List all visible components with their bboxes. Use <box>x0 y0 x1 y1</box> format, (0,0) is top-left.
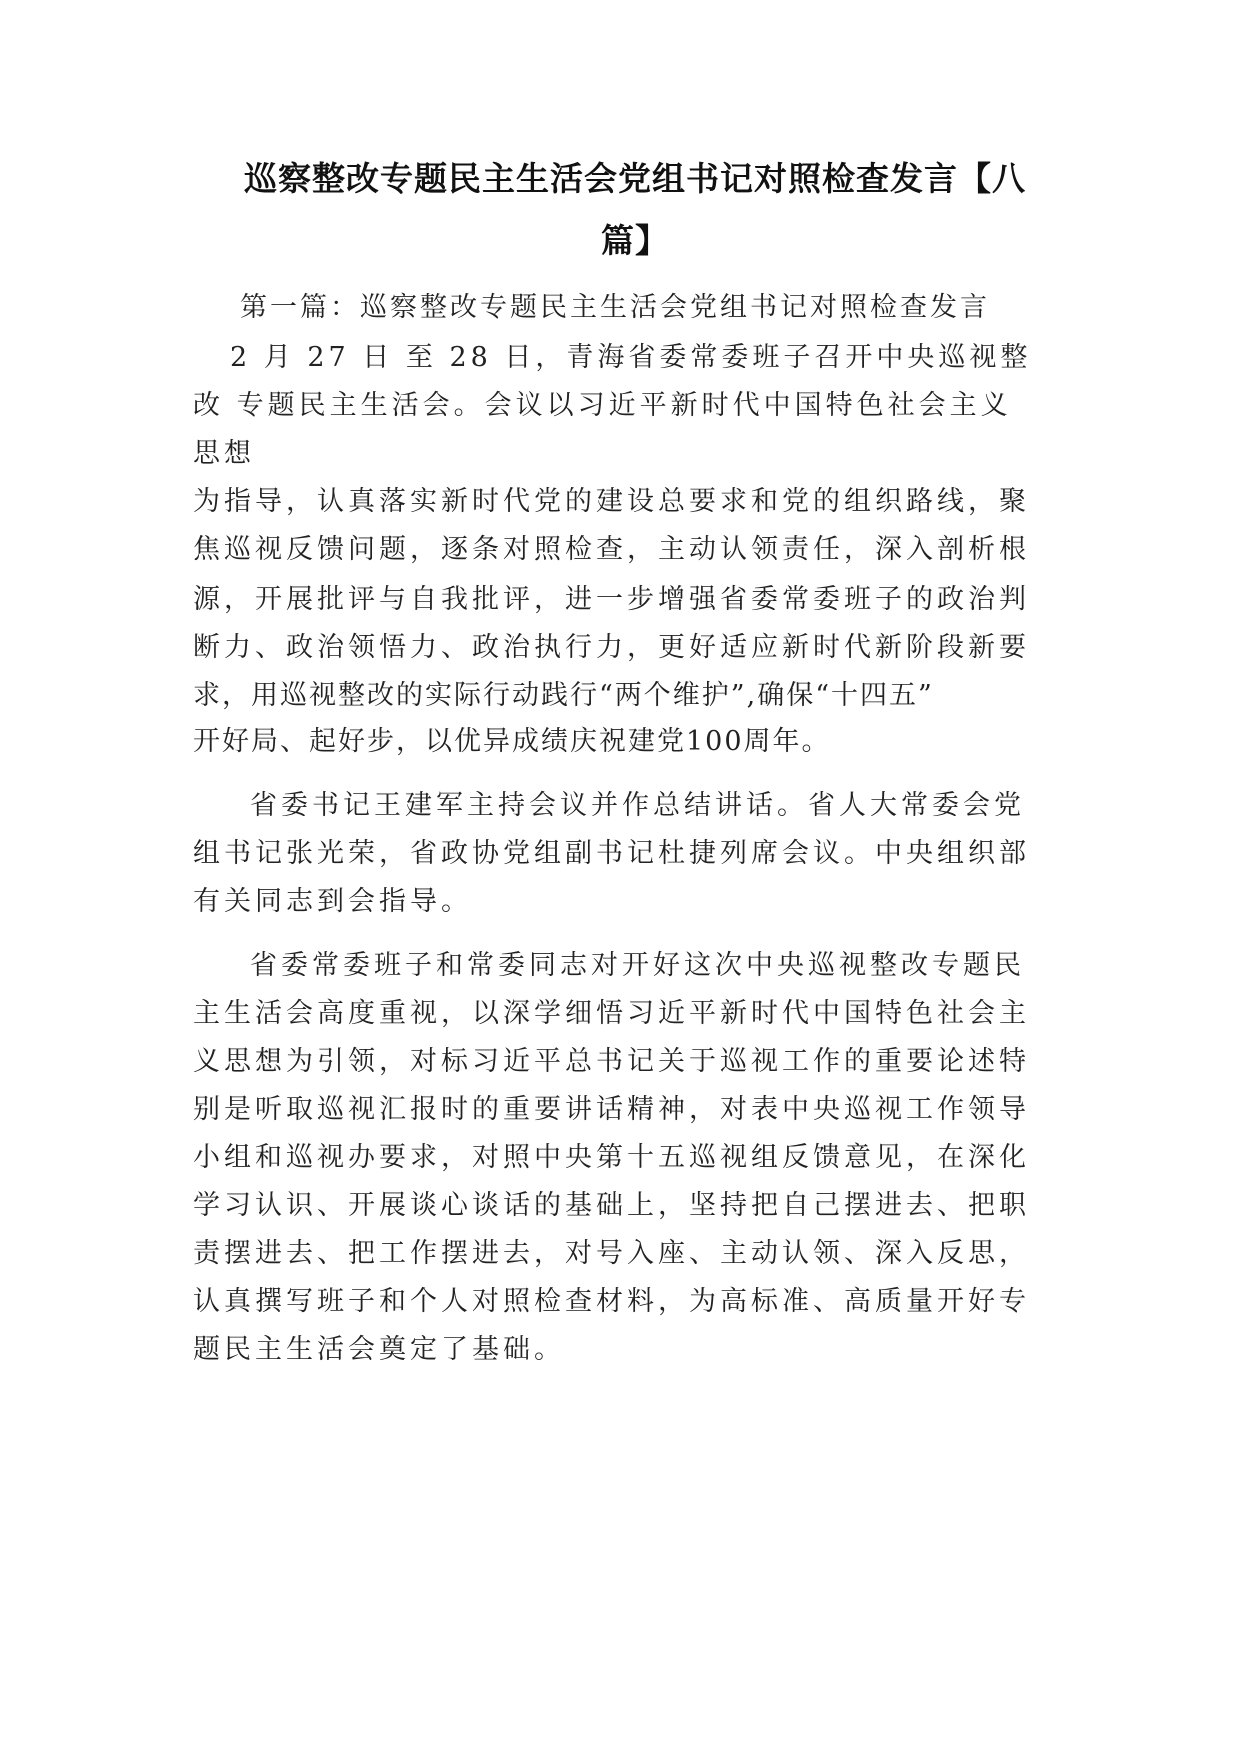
body-line-21: 题民主生活会奠定了基础。 <box>193 1334 565 1365</box>
body-line-9: 开好局、起好步，以优异成绩庆祝建党100周年。 <box>193 726 831 757</box>
body-line-16: 别是听取巡视汇报时的重要讲话精神，对表中央巡视工作领导 <box>193 1094 1030 1125</box>
body-line-17: 小组和巡视办要求，对照中央第十五巡视组反馈意见，在深化 <box>193 1142 1030 1173</box>
section-subtitle: 第一篇：巡察整改专题民主生活会党组书记对照检查发言 <box>240 292 990 323</box>
document-title <box>240 148 1030 272</box>
body-line-13: 省委常委班子和常委同志对开好这次中央巡视整改专题民 <box>250 950 1025 981</box>
title-line-1: 巡察整改专题民主生活会党组书记对照检查发言【八 <box>244 159 1026 198</box>
body-line-1: 2 月 27 日 至 28 日，青海省委常委班子召开中央巡视整 <box>230 342 1032 373</box>
body-line-14: 主生活会高度重视，以深学细悟习近平新时代中国特色社会主 <box>193 998 1030 1029</box>
body-line-18: 学习认识、开展谈心谈话的基础上，坚持把自己摆进去、把职 <box>193 1190 1030 1221</box>
body-line-15: 义思想为引领，对标习近平总书记关于巡视工作的重要论述特 <box>193 1046 1030 1077</box>
body-line-12: 有关同志到会指导。 <box>193 886 472 917</box>
body-line-7: 断力、政治领悟力、政治执行力，更好适应新时代新阶段新要 <box>193 632 1030 663</box>
body-line-2: 改 专题民主生活会。会议以习近平新时代中国特色社会主义 <box>193 390 1012 421</box>
body-line-4: 为指导，认真落实新时代党的建设总要求和党的组织路线，聚 <box>193 486 1030 517</box>
body-line-10: 省委书记王建军主持会议并作总结讲话。省人大常委会党 <box>250 790 1025 821</box>
body-line-8: 求，用巡视整改的实际行动践行“两个维护”,确保“十四五” <box>193 680 934 711</box>
body-line-20: 认真撰写班子和个人对照检查材料，为高标准、高质量开好专 <box>193 1286 1030 1317</box>
body-line-6: 源，开展批评与自我批评，进一步增强省委常委班子的政治判 <box>193 584 1030 615</box>
title-line-2: 篇】 <box>601 221 669 260</box>
body-line-19: 责摆进去、把工作摆进去，对号入座、主动认领、深入反思， <box>193 1238 1030 1269</box>
body-line-3: 思想 <box>193 438 255 469</box>
body-line-11: 组书记张光荣，省政协党组副书记杜捷列席会议。中央组织部 <box>193 838 1030 869</box>
body-line-5: 焦巡视反馈问题，逐条对照检查，主动认领责任，深入剖析根 <box>193 534 1030 565</box>
